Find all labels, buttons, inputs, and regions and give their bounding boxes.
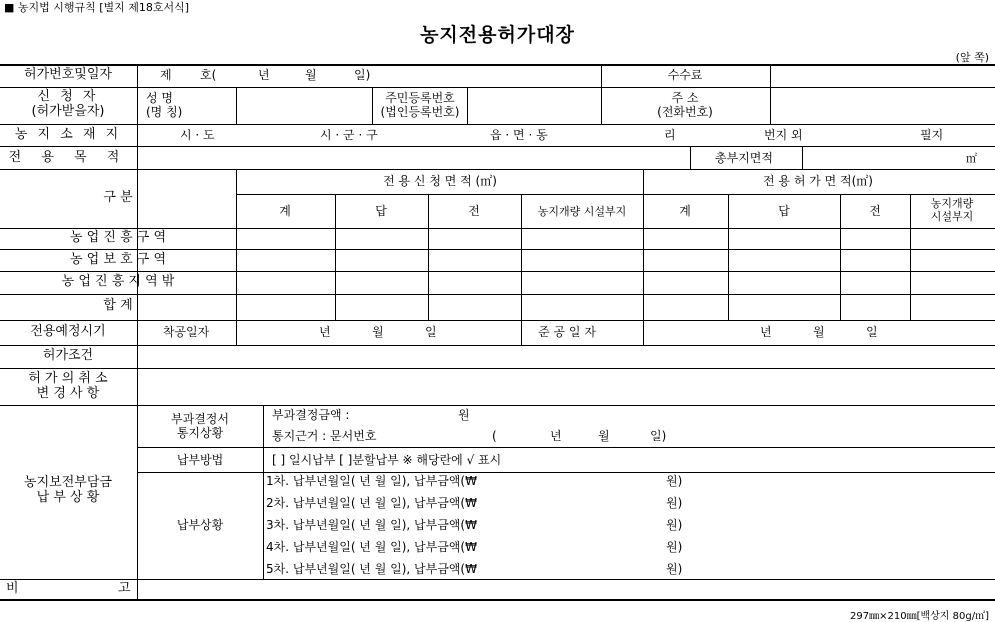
law-reference: ■ 농지법 시행규칙 [별지 제18호서식] (4, 1, 190, 14)
permitted-col-site: 시설부지 (930, 210, 974, 223)
page-title: 농지전용허가대장 (420, 24, 575, 46)
remarks-label-bi: 비 (6, 581, 19, 596)
installment-5-won: 원) (666, 562, 683, 576)
gubun-header: 구 분 (103, 190, 133, 205)
remarks-label-go: 고 (118, 581, 131, 596)
installment-4: 4차. 납부년월일( 년 월 일), 납부금액(₩ (266, 540, 477, 554)
notice-basis-label: 통지근거 : 문서번호 (272, 429, 377, 443)
phone-label: (전화번호) (657, 105, 713, 119)
notice-paren-open: ( (492, 429, 497, 443)
permit-je: 제 (160, 68, 172, 82)
notice-status-label: 통지상황 (176, 426, 224, 440)
permit-ho: 호( (200, 68, 217, 82)
applicant-label: 신 청 자 (37, 89, 99, 104)
permitted-area-header: 전 용 허 가 면 적(㎡) (763, 174, 873, 188)
paper-spec: 297㎜×210㎜[백상지 80g/㎡] (850, 611, 989, 622)
start-year: 년 (319, 325, 331, 339)
permitted-col-total: 계 (679, 204, 691, 218)
permit-year: 년 (258, 68, 270, 82)
permit-number-label: 허가번호및일자 (24, 67, 112, 82)
applied-col-field: 전 (468, 204, 480, 218)
installment-2: 2차. 납부년월일( 년 월 일), 납부금액(₩ (266, 496, 477, 510)
purpose-label: 전 용 목 적 (8, 150, 128, 165)
row-protection-zone: 농 업 보 호 구 역 (69, 252, 167, 267)
payment-method-options: [ ] 일시납부 [ ]분할납부 ※ 해당란에 √ 표시 (272, 453, 502, 467)
permitted-col-paddy: 답 (778, 204, 790, 218)
location-pilji: 필지 (920, 128, 944, 142)
name-title-label: (명 칭) (146, 105, 183, 119)
notice-label: 부과결정서 (171, 412, 229, 426)
notice-year: 년 (550, 429, 562, 443)
location-ri: 리 (664, 128, 676, 142)
corporate-number-label: (법인등록번호) (380, 105, 460, 119)
installment-1: 1차. 납부년월일( 년 월 일), 납부금액(₩ (266, 474, 477, 488)
completion-date-label: 준 공 일 자 (538, 325, 596, 339)
start-day: 일 (425, 325, 437, 339)
start-date-label: 착공일자 (162, 325, 210, 339)
completion-day: 일 (866, 325, 878, 339)
imposed-amount-won: 원 (458, 408, 470, 422)
permit-day: 일) (354, 68, 371, 82)
permitted-col-improvement: 농지개량 (930, 197, 974, 210)
payment-method-label: 납부방법 (176, 453, 224, 467)
row-outside-zone: 농 업 진 흥 지 역 밖 (61, 274, 175, 289)
total-area-label: 총부지면적 (715, 151, 773, 165)
installment-3: 3차. 납부년월일( 년 월 일), 납부금액(₩ (266, 518, 477, 532)
burden-label: 농지보전부담금 (24, 475, 112, 490)
applied-area-header: 전 용 신 청 면 적 (㎡) (383, 174, 497, 188)
front-side-label: (앞 쪽) (955, 51, 989, 64)
location-sigungu: 시 · 군 · 구 (320, 128, 378, 142)
condition-label: 허가조건 (42, 348, 94, 363)
start-month: 월 (372, 325, 384, 339)
installment-2-won: 원) (666, 496, 683, 510)
permitted-col-field: 전 (869, 204, 881, 218)
applicant-sub-label: (허가받을자) (31, 104, 105, 119)
schedule-label: 전용예정시기 (30, 324, 106, 339)
notice-month: 월 (598, 429, 610, 443)
completion-year: 년 (760, 325, 772, 339)
location-bunji: 번지 외 (764, 128, 803, 142)
applied-col-paddy: 답 (375, 204, 387, 218)
installment-3-won: 원) (666, 518, 683, 532)
payment-status-label: 납부상황 (176, 518, 224, 532)
applied-col-improvement: 농지개량 시설부지 (537, 205, 627, 218)
permit-month: 월 (305, 68, 317, 82)
location-sido: 시 · 도 (180, 128, 215, 142)
fee-label: 수수료 (667, 68, 703, 82)
imposed-amount-label: 부과결정금액 : (272, 408, 350, 422)
installment-5: 5차. 납부년월일( 년 월 일), 납부금액(₩ (266, 562, 477, 576)
notice-day: 일) (650, 429, 667, 443)
location-label: 농 지 소 재 지 (14, 127, 122, 142)
total-area-unit: ㎡ (966, 152, 977, 165)
change-label: 변 경 사 항 (36, 386, 100, 401)
installment-1-won: 원) (666, 474, 683, 488)
row-promotion-zone: 농 업 진 흥 구 역 (69, 230, 167, 245)
row-total: 합 계 (103, 298, 133, 313)
installment-4-won: 원) (666, 540, 683, 554)
name-label: 성 명 (146, 91, 173, 105)
address-label: 주 소 (671, 91, 699, 105)
cancel-label: 허 가 의 취 소 (28, 371, 108, 386)
completion-month: 월 (813, 325, 825, 339)
applied-col-total: 계 (279, 204, 291, 218)
burden-status-label: 납 부 상 황 (36, 490, 100, 505)
location-eupmyeondong: 읍 · 면 · 동 (490, 128, 548, 142)
resident-number-label: 주민등록번호 (385, 91, 455, 105)
